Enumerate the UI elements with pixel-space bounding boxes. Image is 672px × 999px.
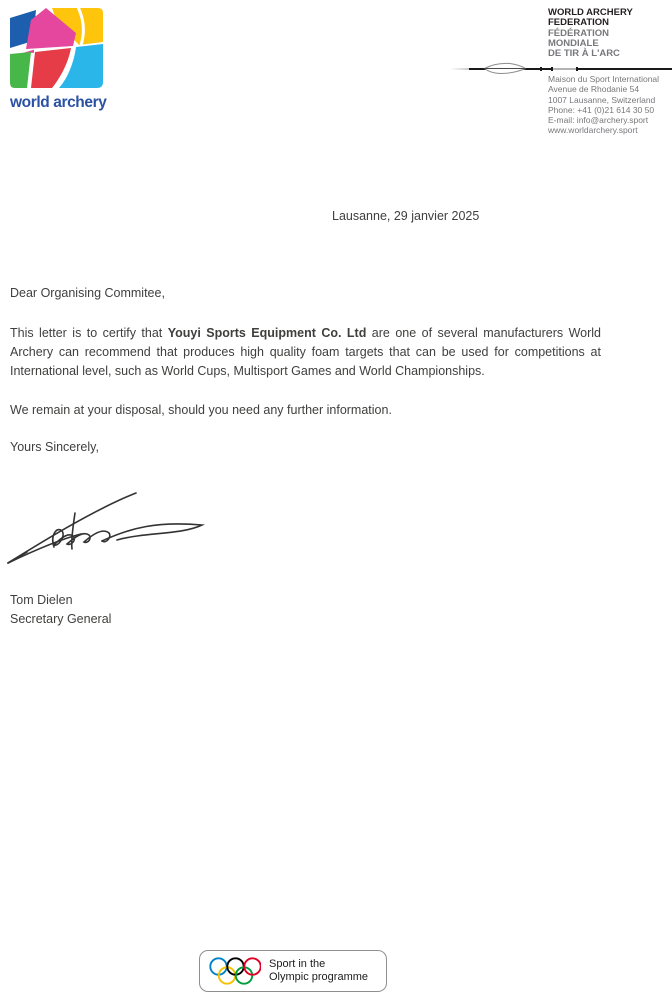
address-line: Maison du Sport International [548,74,660,84]
signer-title: Secretary General [10,612,112,626]
letter-body [10,284,601,457]
arrow-mark [540,67,542,71]
olympic-rings-icon [209,957,261,986]
badge-caption [269,958,368,984]
address-line: E-mail: info@archery.sport [548,115,649,126]
olympic-programme-badge [199,950,387,992]
availability-paragraph: We remain at your disposal, should you need any further information. [10,403,392,417]
badge-caption-line2: Olympic programme [269,971,369,983]
world-archery-logo [10,8,125,112]
address-line: Phone: +41 (0)21 614 30 50 [548,104,655,115]
world-archery-logo-icon [10,8,103,88]
salutation: Dear Organising Commitee, [10,286,165,300]
paragraph-text: This letter is to certify that [10,326,168,340]
company-name: Youyi Sports Equipment Co. Ltd [167,326,367,340]
signer-name: Tom Dielen [10,593,73,607]
org-name-fr-line1: FÉDÉRATION [548,28,610,39]
closing: Yours Sincerely, [10,440,99,454]
letterhead-address [548,74,672,136]
certification-paragraph [10,324,601,381]
dateline: Lausanne, 29 janvier 2025 [332,209,480,223]
address-line: 1007 Lausanne, Switzerland [548,94,656,105]
org-name-en-line1: WORLD ARCHERY [548,7,633,18]
address-line: www.worldarchery.sport [548,125,638,136]
world-archery-wordmark [10,92,122,112]
signature-image [5,486,213,572]
arrow-mark [576,67,578,71]
org-name-fr-line3: DE TIR À L'ARC [548,48,620,59]
org-name-en-line2: FEDERATION [548,17,610,28]
org-name-fr-line2: MONDIALE [548,38,599,49]
arrow-shaft-highlight [553,68,576,70]
badge-caption-line1: Sport in the [269,958,326,970]
wordmark-text: world archery [10,94,107,111]
paragraph-text: are one of several manufacturers World Archery can recommend that produces high quality foam targets that can be used for competitions at International level, such as World Cups, Multisport Games and World Championships. [10,326,601,378]
arrow-mark [551,67,553,71]
logo-green-shape [10,52,31,88]
arrow-fletching-icon [484,62,526,75]
address-line: Avenue de Rhodanie 54 [548,84,640,95]
letterhead-org-names [548,8,672,59]
signer-block [10,591,111,629]
